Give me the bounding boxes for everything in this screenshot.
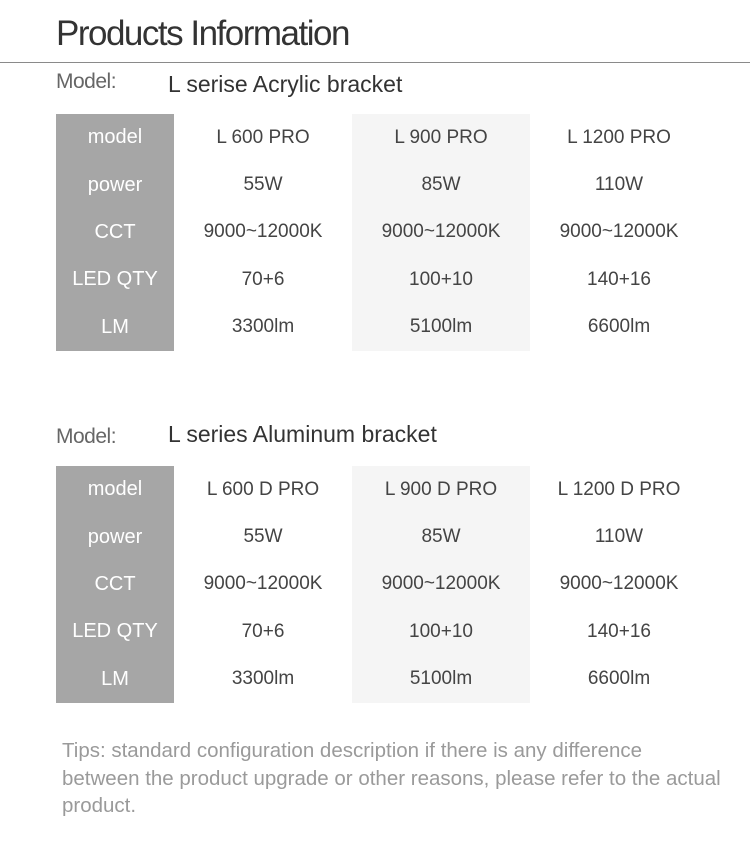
spec-table <box>56 466 711 703</box>
row-label: CCT <box>94 572 136 595</box>
title-divider <box>0 62 750 63</box>
table-cell: 9000~12000K <box>381 573 501 595</box>
table-cell: 6600lm <box>587 668 651 690</box>
table-cell: L 1200 PRO <box>567 126 671 148</box>
tips-note: Tips: standard configuration description if there is any difference between the product upgrade or other reasons, please refer to the actual product. <box>62 739 721 817</box>
row-label: LED QTY <box>72 620 158 643</box>
table-cell: 110W <box>594 174 644 196</box>
row-label: model <box>87 126 143 149</box>
table-cell: 70+6 <box>241 620 285 642</box>
table-cell: L 600 D PRO <box>206 478 320 500</box>
table-cell: 9000~12000K <box>203 573 323 595</box>
table-cell: 9000~12000K <box>381 221 501 243</box>
spec-table <box>56 114 711 351</box>
table-cell: L 900 PRO <box>394 126 488 148</box>
table-cell: 140+16 <box>587 620 651 642</box>
row-label: LED QTY <box>72 268 158 291</box>
model-name: L serise Acrylic bracket <box>168 71 403 97</box>
table-cell: 5100lm <box>409 316 473 338</box>
row-label: model <box>87 478 143 501</box>
table-cell: 55W <box>243 174 283 196</box>
table-cell: 140+16 <box>587 268 651 290</box>
table-cell: L 1200 D PRO <box>557 478 681 500</box>
table-cell: 9000~12000K <box>559 221 679 243</box>
row-label: LM <box>101 667 129 690</box>
table-cell: 70+6 <box>241 268 285 290</box>
table-cell: 5100lm <box>409 668 473 690</box>
table-cell: 100+10 <box>409 268 473 290</box>
table-cell: 100+10 <box>409 620 473 642</box>
table-cell: 110W <box>594 526 644 548</box>
table-cell: 9000~12000K <box>559 573 679 595</box>
table-cell: 3300lm <box>231 316 295 338</box>
row-label: LM <box>101 315 129 338</box>
table-cell: 6600lm <box>587 316 651 338</box>
table-cell: L 600 PRO <box>216 126 310 148</box>
row-label: power <box>87 525 143 548</box>
model-name: L series Aluminum bracket <box>168 421 437 447</box>
row-label: CCT <box>94 220 136 243</box>
page-title: Products Information <box>56 14 349 53</box>
table-cell: 3300lm <box>231 668 295 690</box>
table-cell: 85W <box>421 174 461 196</box>
row-label: power <box>87 173 143 196</box>
table-cell: 9000~12000K <box>203 221 323 243</box>
model-label: Model: <box>56 425 117 448</box>
model-label: Model: <box>56 70 117 93</box>
table-cell: 55W <box>243 526 283 548</box>
table-cell: L 900 D PRO <box>384 478 498 500</box>
table-cell: 85W <box>421 526 461 548</box>
